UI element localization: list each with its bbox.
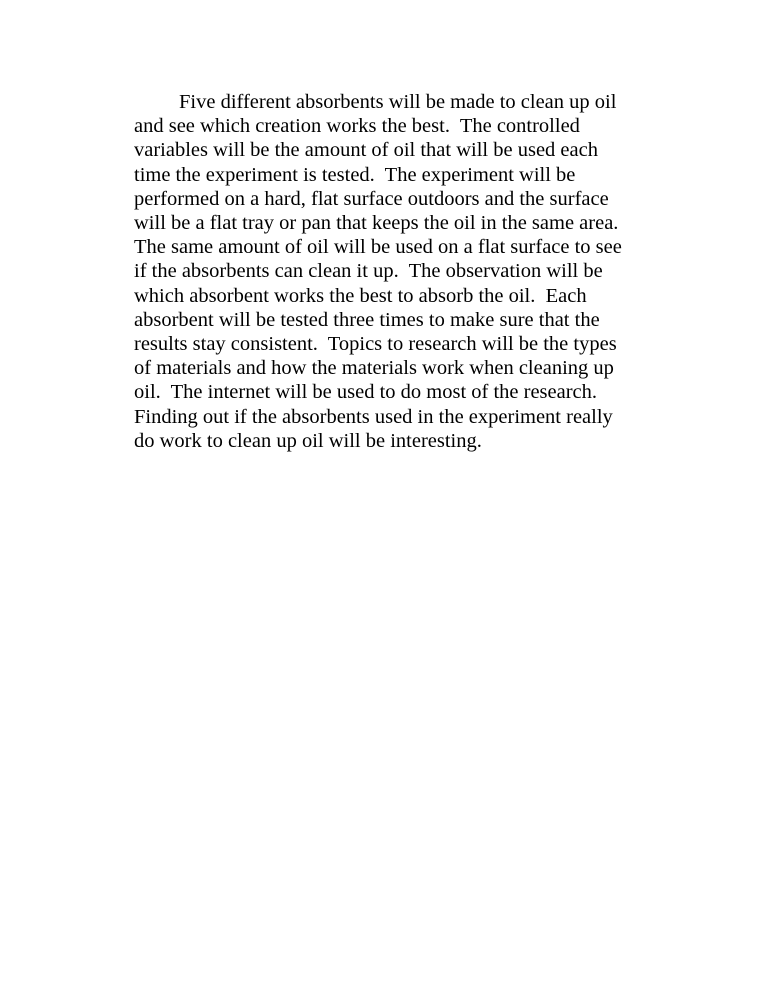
paragraph-line: results stay consistent. Topics to research will be the types (134, 333, 617, 356)
paragraph-line: variables will be the amount of oil that will be used each (134, 139, 598, 162)
paragraph-line: oil. The internet will be used to do most of the research. (134, 381, 598, 404)
paragraph-line: Finding out if the absorbents used in the experiment really (134, 405, 613, 428)
paragraph-line: performed on a hard, flat surface outdoors and the surface (134, 187, 609, 210)
paragraph-line: will be a flat tray or pan that keeps the oil in the same area. (134, 212, 619, 235)
paragraph-line: do work to clean up oil will be interesting. (134, 429, 482, 452)
paragraph-line: absorbent will be tested three times to make sure that the (134, 308, 600, 331)
paragraph-line: of materials and how the materials work when cleaning up (134, 357, 614, 380)
paragraph-line: which absorbent works the best to absorb the oil. Each (134, 284, 587, 307)
paragraph-line: time the experiment is tested. The experiment will be (134, 163, 576, 186)
paragraph-line: The same amount of oil will be used on a flat surface to see (134, 236, 622, 259)
paragraph-line: and see which creation works the best. The controlled (134, 115, 580, 138)
paragraph-line: Five different absorbents will be made to clean up oil (179, 91, 617, 113)
paragraph-line: if the absorbents can clean it up. The observation will be (134, 260, 603, 283)
body-paragraph (134, 90, 694, 453)
